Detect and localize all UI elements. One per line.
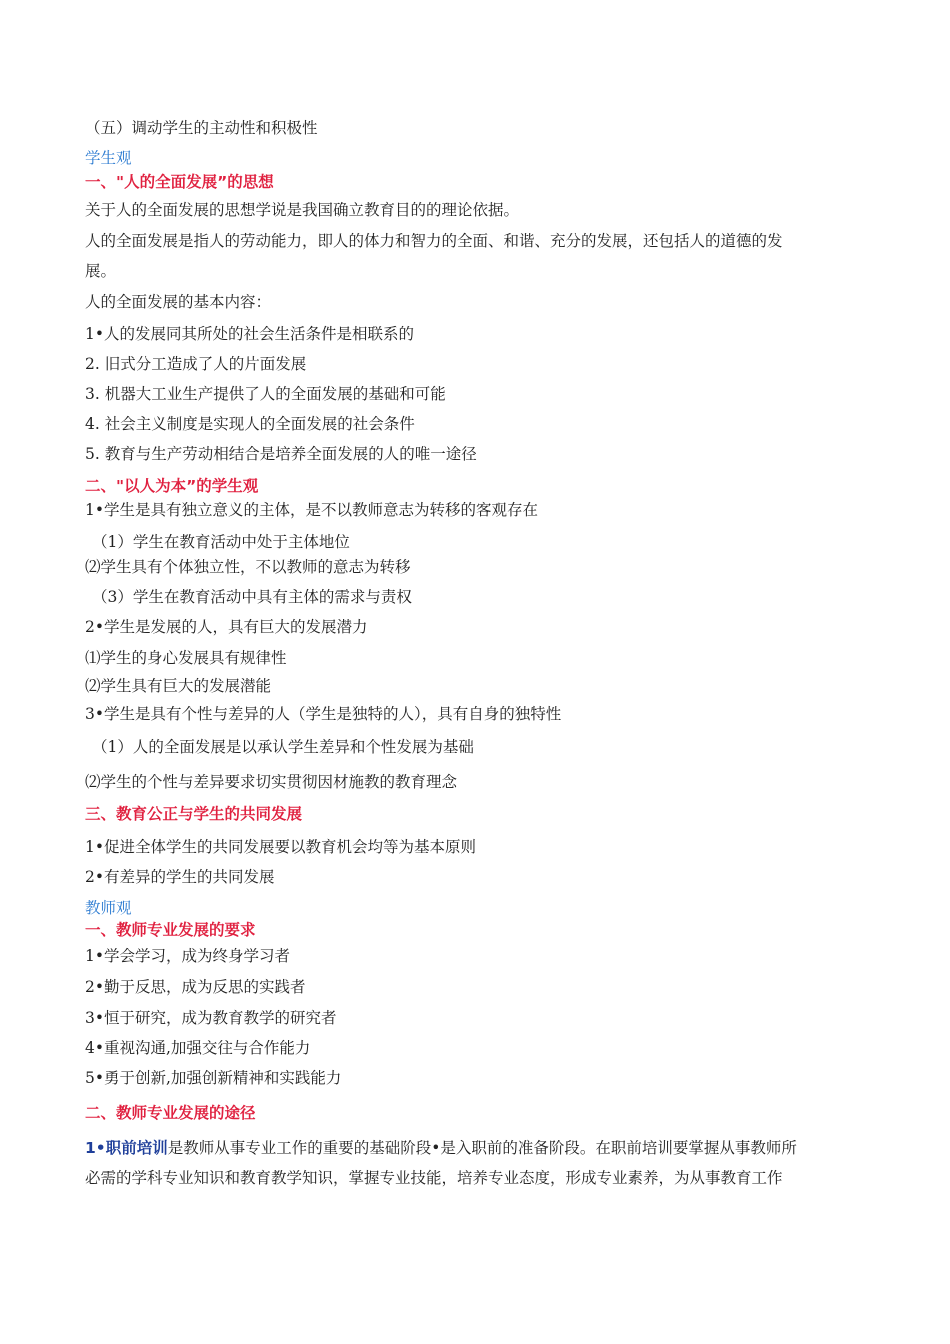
list-item: （1）人的全面发展是以承认学生差异和个性发展为基础	[92, 738, 474, 756]
pre-service-training-label: 1•职前培训	[85, 1139, 168, 1157]
list-item: 3•学生是具有个性与差异的人（学生是独特的人），具有自身的独特性	[85, 705, 562, 723]
section-title-professional-requirements: 一、教师专业发展的要求	[85, 921, 256, 939]
list-item: 1•人的发展同其所处的社会生活条件是相联系的	[85, 325, 415, 343]
section-title-educational-equity: 三、教育公正与学生的共同发展	[85, 805, 303, 823]
list-item: （1）学生在教育活动中处于主体地位	[92, 533, 350, 551]
list-item: 1•学会学习，成为终身学习者	[85, 947, 291, 965]
list-item: 4•重视沟通,加强交往与合作能力	[85, 1039, 311, 1057]
paragraph-text: 是教师从事专业工作的重要的基础阶段•是入职前的准备阶段。在职前培训要掌握从事教师所	[167, 1139, 797, 1157]
teacher-view-heading: 教师观	[85, 899, 132, 917]
list-item: 5. 教育与生产劳动相结合是培养全面发展的人的唯一途径	[85, 445, 477, 463]
list-item: 1•学生是具有独立意义的主体，是不以教师意志为转移的客观存在	[85, 501, 539, 519]
list-item: 1•促进全体学生的共同发展要以教育机会均等为基本原则	[85, 838, 477, 856]
paragraph: 人的全面发展是指人的劳动能力，即人的体力和智力的全面、和谐、充分的发展，还包括人的道德的发	[85, 232, 783, 250]
list-item: ⑵学生具有个体独立性，不以教师的意志为转移	[85, 558, 411, 576]
paragraph-pre-service-training	[85, 1138, 797, 1158]
paragraph: 展。	[85, 262, 117, 280]
list-item: 5•勇于创新,加强创新精神和实践能力	[85, 1069, 342, 1087]
section-title-professional-paths: 二、教师专业发展的途径	[85, 1104, 256, 1122]
intro-line: （五）调动学生的主动性和积极性	[85, 119, 318, 137]
list-item: 4. 社会主义制度是实现人的全面发展的社会条件	[85, 415, 415, 433]
list-item: （3）学生在教育活动中具有主体的需求与责权	[92, 588, 412, 606]
paragraph: 关于人的全面发展的思想学说是我国确立教育目的的理论依据。	[85, 201, 520, 219]
list-item: 2. 旧式分工造成了人的片面发展	[85, 355, 307, 373]
list-item: ⑵学生具有巨大的发展潜能	[85, 677, 272, 695]
section-title-people-oriented: 二、"以人为本”的学生观	[85, 477, 259, 495]
list-item: ⑴学生的身心发展具有规律性	[85, 649, 287, 667]
student-view-heading: 学生观	[85, 149, 132, 167]
list-item: 2•学生是发展的人，具有巨大的发展潜力	[85, 618, 368, 636]
paragraph: 必需的学科专业知识和教育教学知识，掌握专业技能，培养专业态度，形成专业素养，为从事教育工作	[85, 1169, 783, 1187]
list-item: 2•勤于反思，成为反思的实践者	[85, 978, 306, 996]
list-item: 2•有差异的学生的共同发展	[85, 868, 275, 886]
paragraph: 人的全面发展的基本内容：	[85, 293, 272, 311]
list-item: ⑵学生的个性与差异要求切实贯彻因材施教的教育理念	[85, 773, 458, 791]
section-title-all-round-development: 一、"人的全面发展”的思想	[85, 173, 274, 191]
list-item: 3. 机器大工业生产提供了人的全面发展的基础和可能	[85, 385, 446, 403]
list-item: 3•恒于研究，成为教育教学的研究者	[85, 1009, 337, 1027]
